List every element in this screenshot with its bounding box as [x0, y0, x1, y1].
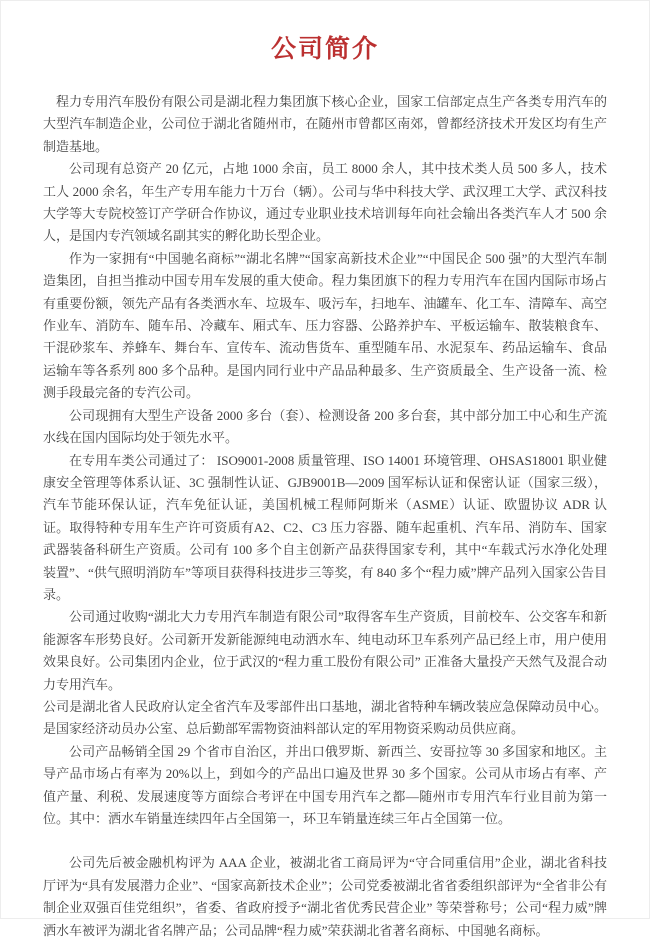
paragraph-company-overview: 程力专用汽车股份有限公司是湖北程力集团旗下核心企业，国家工信部定点生产各类专用汽车的大型汽车制造企业，公司位于湖北省随州市，在随州市曾都区南郊，曾都经济技术开发区均有生产制造基地。	[43, 94, 607, 154]
page-title: 公司简介	[270, 36, 379, 63]
paragraph-brands-products: 作为一家拥有“中国驰名商标”“湖北名牌”“国家高新技术企业”“中国民企 500 强”的大型汽车制造集团，自担当推动中国专用车发展的重大使命。程力集团旗下的程力专用汽车在国内国际市场占有重要份额，领先产品有各类洒水车、垃圾车、吸污车，扫地车、油罐车、化工车、清障车、高空作业车、消防车、随车吊、冷藏车、厢式车、压力容器、公路养护车、平板运输车、散装粮食车、干混砂浆车、养蜂车、舞台车、宣传车、流动售货车、重型随车吊、水泥泵车、药品运输车、食品运输车等各系列 800 多个品种。是国内同行业中产品品种最多、生产资质最全、生产设备一流、检测手段最完备的专汽公司。	[43, 250, 607, 401]
paragraph-equipment: 公司现拥有大型生产设备 2000 多台（套）、检测设备 200 多台套，其中部分加工中心和生产流水线在国内国际均处于领先水平。	[43, 407, 607, 446]
paragraph-honors: 公司先后被金融机构评为 AAA 企业，被湖北省工商局评为“守合同重信用”企业，湖北省科技厅评为“具有发展潜力企业”、“国家高新技术企业”；公司党委被湖北省省委组织部评为“全省非公有制企业双强百佳党组织”，省委、省政府授予“湖北省优秀民营企业” 等荣誉称号；公司“程力威”牌洒水车被评为湖北省名牌产品；公司品牌“程力威”荣获湖北省著名商标、中国驰名商标。	[43, 855, 607, 938]
paragraph-acquisitions: 公司通过收购“湖北大力专用汽车制造有限公司”取得客车生产资质，目前校车、公交客车和新能源客车形势良好。公司新开发新能源纯电动洒水车、纯电动环卫车系列产品已经上市，用户使用效果良好。公司集团内企业，位于武汉的“程力重工股份有限公司” 正准备大量投产天然气及混合动力专用汽车。	[43, 609, 607, 692]
paragraph-market-share: 公司产品畅销全国 29 个省市自治区，并出口俄罗斯、新西兰、安哥拉等 30 多国家和地区。主导产品市场占有率为 20%以上，到如今的产品出口遍及世界 30 多个国家。公司从市场占有率、产值产量、利税、发展速度等方面综合考评在中国专用汽车之都—随州市专用汽车行业目前为第一位。其中：洒水车销量连续四年占全国第一，环卫车销量连续三年占全国第一位。	[43, 743, 607, 826]
paragraph-government-designation: 公司是湖北省人民政府认定全省汽车及零部件出口基地，湖北省特种车辆改装应急保障动员中心。是国家经济动员办公室、总后勤部军需物资油料部认定的军用物资采购动员供应商。	[43, 698, 607, 737]
paragraph-certifications: 在专用车类公司通过了： ISO9001-2008 质量管理、ISO 14001 环境管理、OHSAS18001 职业健康安全管理等体系认证、3C 强制性认证、GJB9001B—2009 国军标认证和保密认证（国家三级），汽车节能环保认证，汽车免征认证，美国机械工程师阿斯米（ASME）认证、欧盟协议 ADR 认证。取得特种专用车生产许可资质有A2、C2、C3 压力容器、随车起重机、汽车吊、消防车、国家武器装备科研生产资质。公司有 100 多个自主创新产品获得国家专利，其中“车载式污水净化处理装置”、“供气照明消防车”等项目获得科技进步三等奖，有 840 多个“程力威”牌产品列入国家公告目录。	[43, 452, 607, 602]
document-body	[43, 91, 607, 942]
paragraph-assets-staff: 公司现有总资产 20 亿元，占地 1000 余亩，员工 8000 余人，其中技术类人员 500 多人，技术工人 2000 余名，年生产专用车能力十万台（辆）。公司与华中科技大学、武汉理工大学、武汉科技大学等大专院校签订产学研合作协议，通过专业职业技术培训每年向社会输出各类汽车人才 500 余人，是国内专汽领域名副其实的孵化助长型企业。	[43, 161, 607, 244]
